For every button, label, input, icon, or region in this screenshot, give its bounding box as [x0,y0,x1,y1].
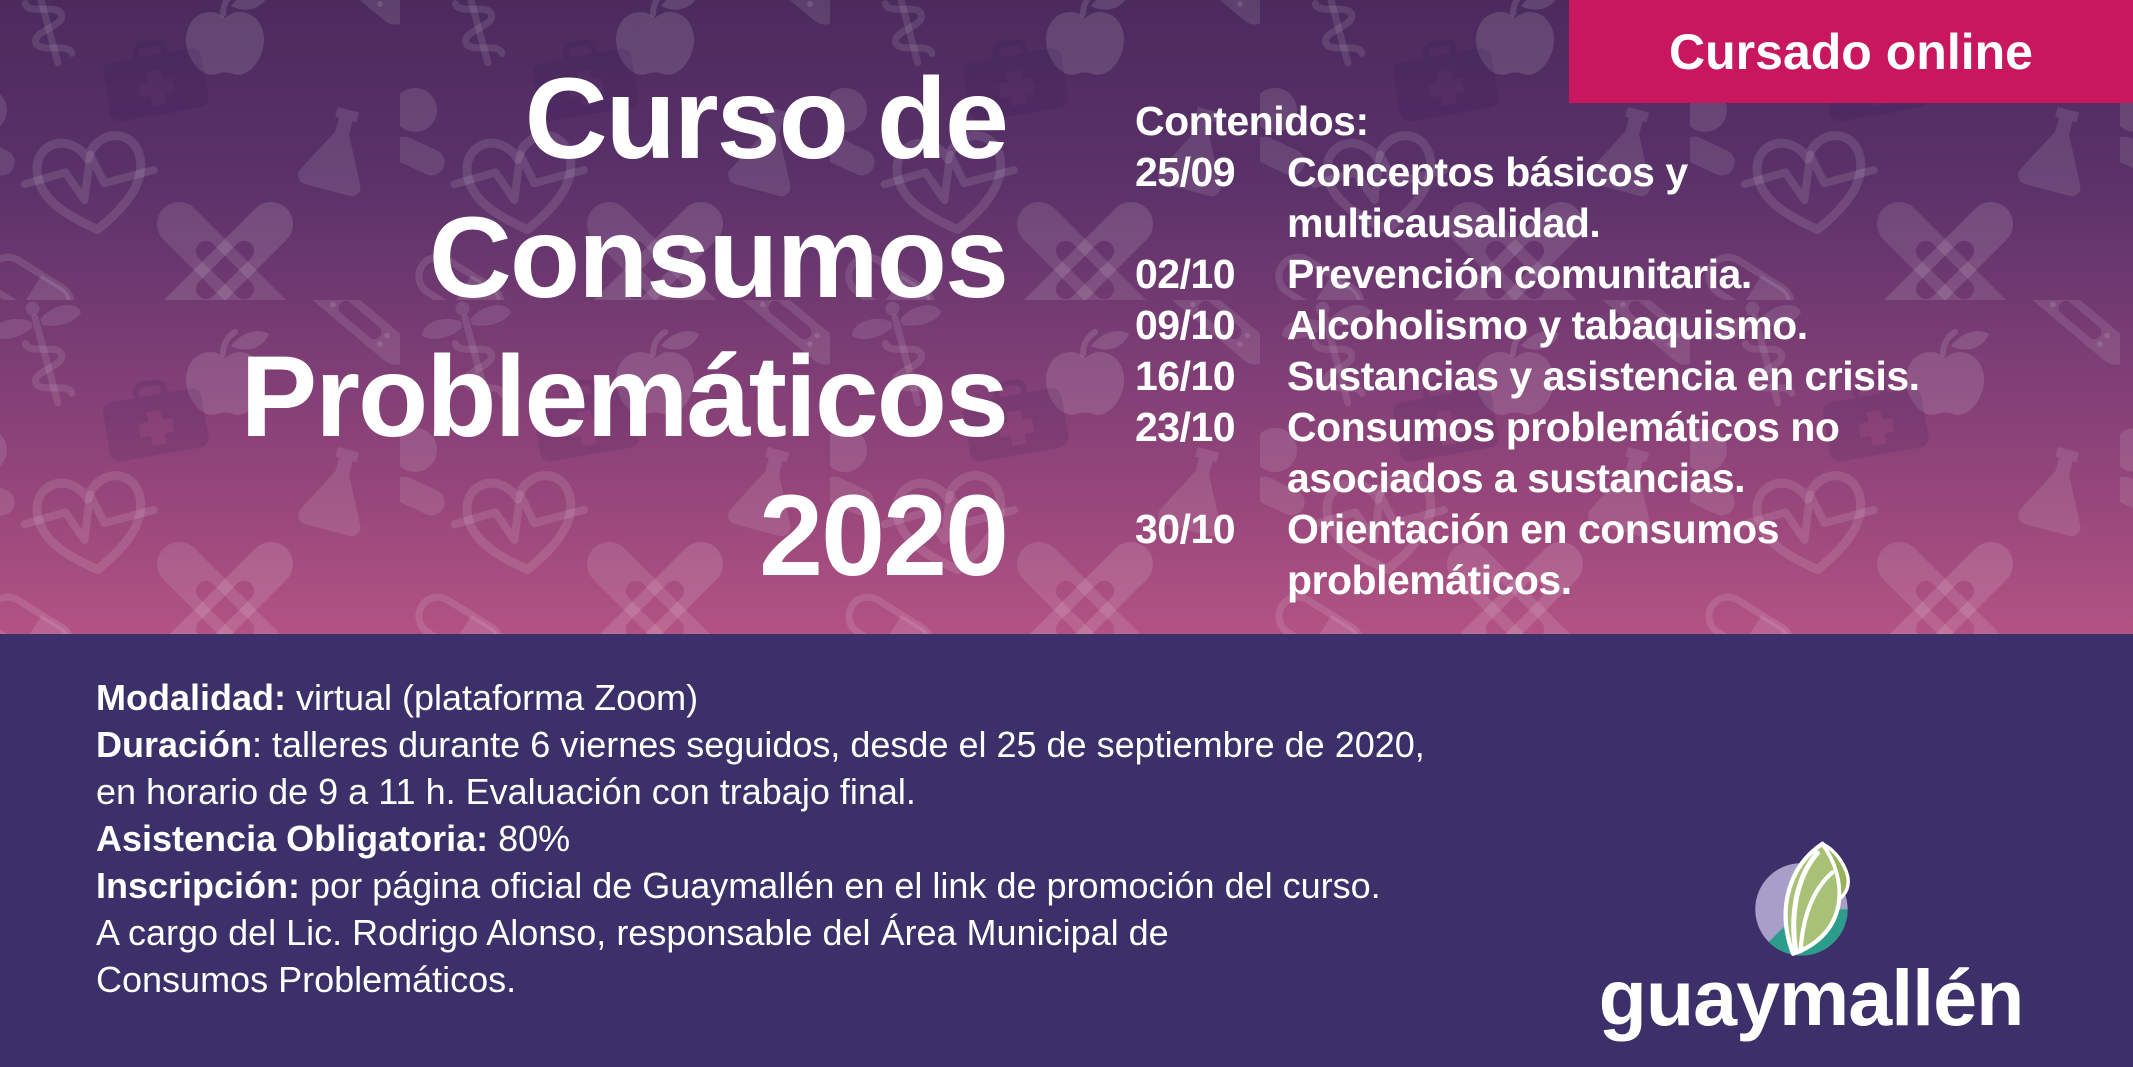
course-title-line: Curso de [524,55,1007,183]
session-date: 23/10 [1135,404,1236,450]
online-badge-label: Cursado online [1669,23,2033,80]
course-title-line: Problemáticos [240,333,1007,461]
detail-line: Consumos Problemáticos. [96,959,517,1000]
details-section [0,634,2133,1067]
session-topic: Conceptos básicos y multicausalidad. [1287,149,1688,246]
detail-label: Modalidad: [96,677,286,718]
contents-item [1135,504,2115,606]
detail-line: Duración: talleres durante 6 viernes seguidos, desde el 25 de septiembre de 2020, [96,724,1425,765]
session-topic: Alcoholismo y tabaquismo. [1287,302,1808,348]
contents-item [1135,147,2115,249]
contents-item [1135,402,2115,504]
guaymallen-logo-mark-icon [1748,832,1870,958]
session-topic: Sustancias y asistencia en crisis. [1287,353,1920,399]
detail-line: A cargo del Lic. Rodrigo Alonso, responsable del Área Municipal de [96,912,1169,953]
contents-item [1135,249,2115,300]
session-topic: Consumos problemáticos no asociados a sustancias. [1287,404,1840,501]
course-title-line: Consumos [428,194,1007,322]
online-badge [1569,0,2133,103]
session-date: 16/10 [1135,353,1236,399]
contents-item [1135,351,2115,402]
detail-line: en horario de 9 a 11 h. Evaluación con trabajo final. [96,771,916,812]
course-title [7,50,1007,606]
course-title-line: 2020 [759,472,1007,600]
session-date: 09/10 [1135,302,1236,348]
detail-label: Inscripción: [96,865,301,906]
detail-label: Asistencia Obligatoria: [96,818,489,859]
detail-line: Asistencia Obligatoria: 80% [96,818,571,859]
detail-line: Inscripción: por página oficial de Guaymallén en el link de promoción del curso. [96,865,1381,906]
session-topic: Orientación en consumos problemáticos. [1287,506,1779,603]
contents-item [1135,300,2115,351]
session-date: 30/10 [1135,506,1236,552]
contents-list [1135,96,2115,606]
detail-label: Duración [96,724,253,765]
session-topic: Prevención comunitaria. [1287,251,1752,297]
session-date: 25/09 [1135,149,1236,195]
guaymallen-logo [1556,832,2066,1067]
contents-heading: Contenidos: [1135,98,1369,144]
course-details [96,674,1656,1003]
session-date: 02/10 [1135,251,1236,297]
guaymallen-wordmark: guaymallén [1598,953,2024,1042]
detail-line: Modalidad: virtual (plataforma Zoom) [96,677,699,718]
